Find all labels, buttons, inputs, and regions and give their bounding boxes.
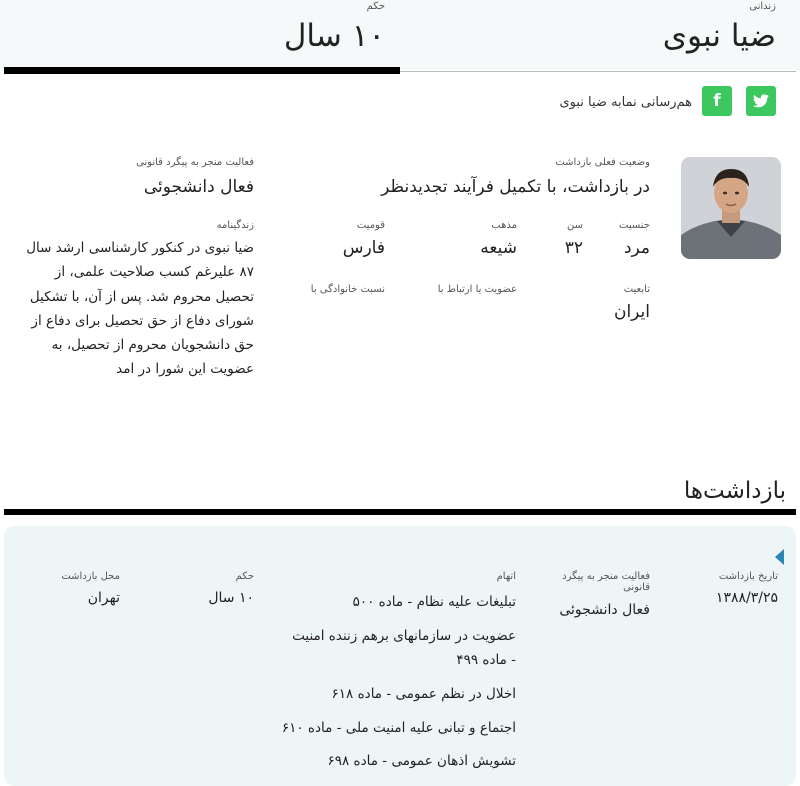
facebook-icon: f xyxy=(713,91,721,111)
arrest-sentence-label: حکم xyxy=(235,571,254,582)
twitter-icon xyxy=(753,94,769,108)
charge-item: تبلیغات علیه نظام - ماده ۵۰۰ xyxy=(352,594,516,610)
charges-label: اتهام xyxy=(496,571,516,582)
prisoner-name: ضیا نبوی xyxy=(662,18,776,54)
gender-value: مرد xyxy=(623,238,650,258)
age-label: سن xyxy=(567,220,583,231)
activity-label: فعالیت منجر به پیگرد قانونی xyxy=(136,157,254,168)
status-label: زندانی xyxy=(749,1,776,12)
arrest-date-value: ۱۳۸۸/۳/۲۵ xyxy=(715,590,778,606)
charge-item: اجتماع و تبانی علیه امنیت ملی - ماده ۶۱۰ xyxy=(281,720,516,736)
arrest-location-value: تهران xyxy=(87,590,120,606)
ethnicity-value: فارس xyxy=(342,238,385,258)
gender-label: جنسیت xyxy=(619,220,650,231)
charge-item: اخلال در نظم عمومی - ماده ۶۱۸ xyxy=(331,686,516,702)
current-status-label: وضعیت فعلی بازداشت xyxy=(555,157,650,168)
arrest-sentence-value: ۱۰ سال xyxy=(208,590,254,606)
nationality-label: تابعیت xyxy=(623,284,650,295)
twitter-share-button[interactable] xyxy=(746,86,776,116)
arrests-divider xyxy=(4,509,796,515)
arrest-date-label: تاریخ بازداشت xyxy=(718,571,778,582)
religion-label: مذهب xyxy=(491,220,517,231)
sentence-label: حکم xyxy=(366,1,385,12)
share-label: هم‌رسانی نمابه ضیا نبوی xyxy=(559,95,692,110)
arrest-activity-label: فعالیت منجر به پیگرد قانونی xyxy=(562,571,650,593)
facebook-share-button[interactable] xyxy=(702,86,732,116)
biography-text: ضیا نبوی در کنکور کارشناسی ارشد سال ۸۷ علیرغم کسب صلاحیت علمی، از تحصیل محروم شد. پس از آن، با تشکیل شورای دفاع از حق تحصیل برای دفاع از حق دانشجویان محروم از تحصیل، به عضویت این شورا در امد xyxy=(26,240,254,378)
age-value: ۳۲ xyxy=(564,238,583,258)
expand-arrow-icon[interactable] xyxy=(775,549,784,565)
arrest-activity-value: فعال دانشجوئی xyxy=(559,602,650,618)
charge-item: تشویش اذهان عمومی - ماده ۶۹۸ xyxy=(327,753,516,769)
nationality-value: ایران xyxy=(613,302,650,322)
charge-item: عضویت در سازمانهای برهم زننده امنیت - ماده ۴۹۹ xyxy=(292,628,516,668)
header-divider xyxy=(400,71,796,72)
sentence-value: ۱۰ سال xyxy=(283,18,385,54)
activity-value: فعال دانشجوئی xyxy=(143,177,254,197)
family-relation-label: نسبت خانوادگی با xyxy=(310,284,385,295)
religion-value: شیعه xyxy=(480,238,517,258)
ethnicity-label: قومیت xyxy=(356,220,385,231)
biography-label: زندگینامه xyxy=(216,220,254,231)
avatar xyxy=(681,157,781,259)
arrest-location-label: محل بازداشت xyxy=(61,571,120,582)
current-status-value: در بازداشت، با تکمیل فرآیند تجدیدنظر xyxy=(381,177,650,197)
arrests-title: بازداشت‌ها xyxy=(683,478,786,504)
header-divider-bold xyxy=(4,67,400,74)
membership-label: عضویت یا ارتباط با xyxy=(437,284,517,295)
